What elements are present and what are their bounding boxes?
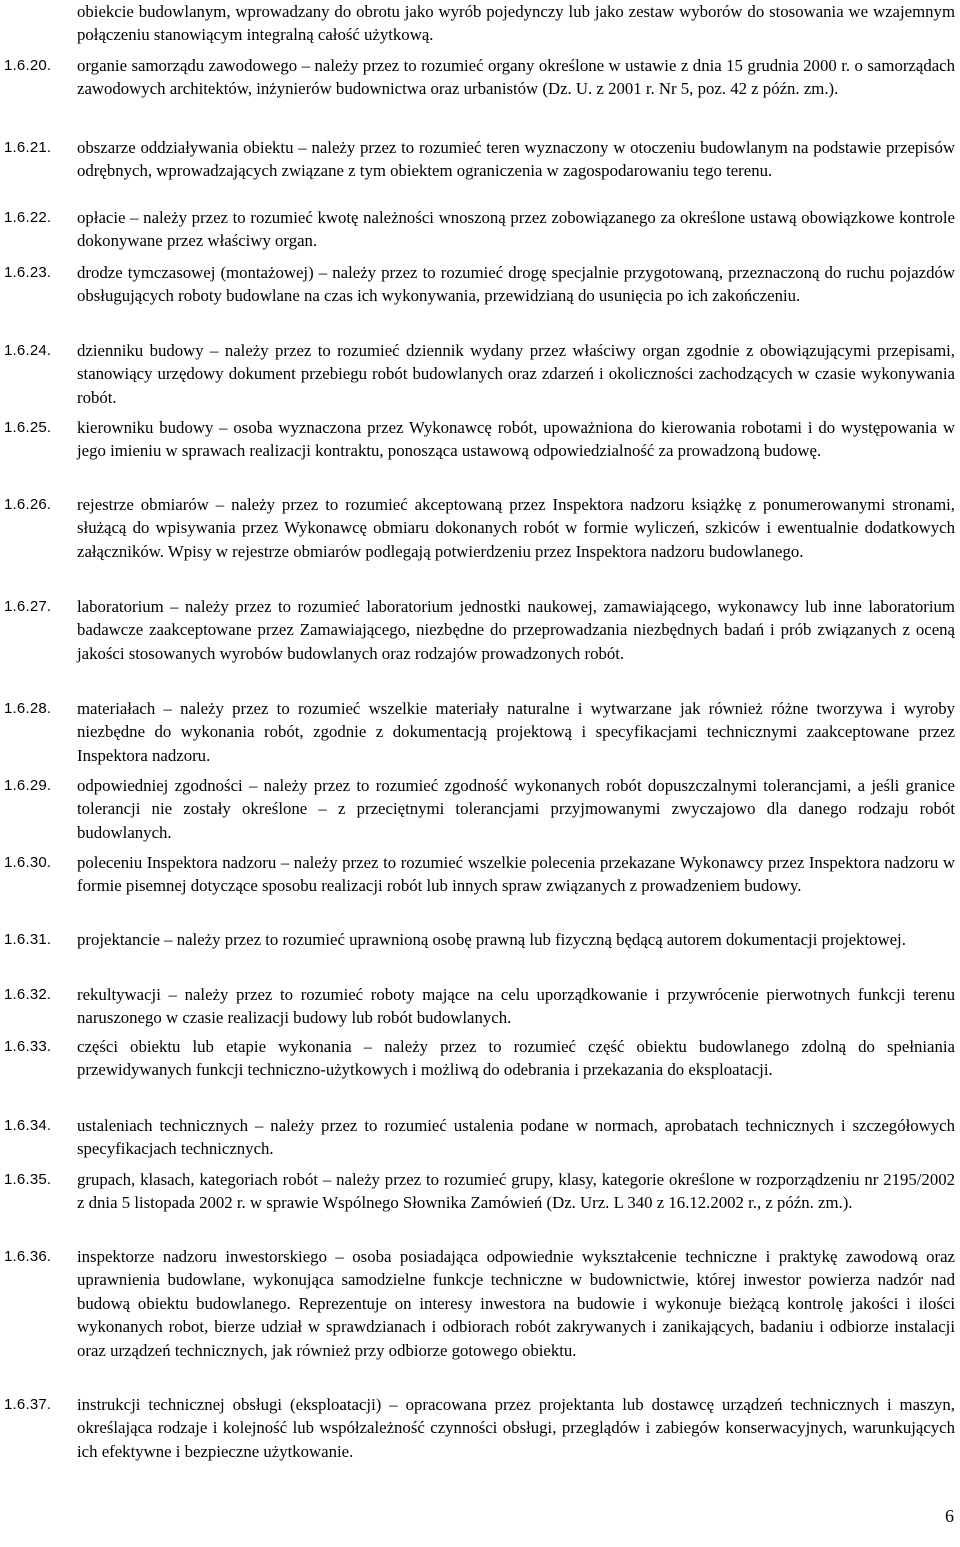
definition-item [0,1393,960,1463]
definition-number: 1.6.24. [4,342,52,359]
definition-text: części obiektu lub etapie wykonania – należy przez to rozumieć część obiektu budowlanego zdolną do spełniania przewidywanych funkcji techniczno-użytkowych i możliwą do odebrania i przekazania do eksploatacji. [77,1037,955,1080]
definition-number: 1.6.23. [4,264,52,281]
definition-number: 1.6.26. [4,496,52,513]
definition-item [0,595,960,665]
definition-number: 1.6.31. [4,931,52,948]
definition-number: 1.6.30. [4,854,52,871]
definition-number: 1.6.25. [4,419,52,436]
definition-item [0,1168,960,1215]
definition-item [0,1035,960,1082]
definition-text: poleceniu Inspektora nadzoru – należy przez to rozumieć wszelkie polecenia przekazane Wykonawcy przez Inspektora nadzoru w formie pisemnej dotyczące sposobu realizacji robót lub innych spraw związanych z prowadzeniem budowy. [77,853,955,896]
definition-text: drodze tymczasowej (montażowej) – należy przez to rozumieć drogę specjalnie przygotowaną, przeznaczoną do ruchu pojazdów obsługujących roboty budowlane na czas ich wykonywania, przewidzianą do usunięcia po ich zakończeniu. [77,263,955,306]
definition-text: dzienniku budowy – należy przez to rozumieć dziennik wydany przez właściwy organ zgodnie z obowiązującymi przepisami, stanowiący urzędowy dokument przebiegu robót budowlanych oraz zdarzeń i okoliczności zachodzących w czasie wykonywania robót. [77,341,955,407]
definition-text: odpowiedniej zgodności – należy przez to rozumieć zgodność wykonanych robót dopuszczalnymi tolerancjami, a jeśli granice tolerancji nie zostały określone – z przeciętnymi tolerancjami przyjmowanymi zwyczajowo dla danego rodzaju robót budowlanych. [77,776,955,842]
definition-text: opłacie – należy przez to rozumieć kwotę należności wnoszoną przez zobowiązanego za określone ustawą obowiązkowe kontrole dokonywane przez właściwy organ. [77,208,955,251]
definition-text: inspektorze nadzoru inwestorskiego – osoba posiadająca odpowiednie wykształcenie techniczne i praktykę zawodową oraz uprawnienia budowlane, wykonująca samodzielne funkcje techniczne w budownictwie, której inwestor powierza nadzór nad budową obiektu budowlanego. Reprezentuje on interesy inwestora na budowie i wykonuje bieżącą kontrolę jakości i ilości wykonanych robot, bierze udział w sprawdzianach i odbiorach robót zakrywanych i zanikających, badaniu i odbiorze instalacji oraz urządzeń technicznych, jak również przy odbiorze gotowego obiektu. [77,1247,955,1360]
definition-number: 1.6.36. [4,1248,52,1265]
definition-text: obiekcie budowlanym, wprowadzany do obrotu jako wyrób pojedynczy lub jako zestaw wyborów do stosowania we wzajemnym połączeniu stanowiącym integralną całość użytkową. [77,2,955,45]
definition-item [0,493,960,563]
definition-number: 1.6.33. [4,1038,52,1055]
definition-number: 1.6.22. [4,209,52,226]
definition-item [0,928,960,951]
definition-number: 1.6.35. [4,1171,52,1188]
definition-item [0,261,960,308]
definition-text: obszarze oddziaływania obiektu – należy przez to rozumieć teren wyznaczony w otoczeniu budowlanym na podstawie przepisów odrębnych, wprowadzających związane z tym obiektem ograniczenia w zagospodarowaniu tego terenu. [77,138,955,181]
definition-number: 1.6.37. [4,1396,52,1413]
definition-item [0,851,960,898]
definition-item [0,983,960,1030]
definition-item [0,54,960,101]
definition-text: rekultywacji – należy przez to rozumieć roboty mające na celu uporządkowanie i przywrócenie pierwotnych funkcji terenu naruszonego w czasie realizacji budowy lub robót budowlanych. [77,985,955,1028]
definition-item [0,774,960,844]
definition-text: projektancie – należy przez to rozumieć uprawnioną osobę prawną lub fizyczną będącą autorem dokumentacji projektowej. [77,930,906,949]
definition-text: materiałach – należy przez to rozumieć wszelkie materiały naturalne i wytwarzane jak również różne tworzywa i wyroby niezbędne do wykonania robót, zgodnie z dokumentacją projektową i specyfikacjami technicznymi zaakceptowane przez Inspektora nadzoru. [77,699,955,765]
definition-number: 1.6.21. [4,139,52,156]
definition-item [0,697,960,767]
definition-item [0,136,960,183]
definition-text: grupach, klasach, kategoriach robót – należy przez to rozumieć grupy, klasy, kategorie określone w rozporządzeniu nr 2195/2002 z dnia 5 listopada 2002 r. w sprawie Wspólnego Słownika Zamówień (Dz. Urz. L 340 z 16.12.2002 r., z późn. zm.). [77,1170,955,1213]
definition-number: 1.6.29. [4,777,52,794]
definition-number: 1.6.32. [4,986,52,1003]
definition-item [0,1114,960,1161]
definition-item [0,206,960,253]
definition-item [0,339,960,409]
definition-text: kierowniku budowy – osoba wyznaczona przez Wykonawcę robót, upoważniona do kierowania robotami i do występowania w jego imieniu w sprawach realizacji kontraktu, ponosząca ustawową odpowiedzialność za prowadzoną budowę. [77,418,955,461]
definition-item [0,1245,960,1362]
definition-text: rejestrze obmiarów – należy przez to rozumieć akceptowaną przez Inspektora nadzoru książkę z ponumerowanymi stronami, służącą do wpisywania przez Wykonawcę obmiaru dokonanych robót w formie wyliczeń, szkiców i ewentualnie dodatkowych załączników. Wpisy w rejestrze obmiarów podlegają potwierdzeniu przez Inspektora nadzoru budowlanego. [77,495,955,561]
definition-item [0,0,960,47]
definition-text: instrukcji technicznej obsługi (eksploatacji) – opracowana przez projektanta lub dostawcę urządzeń technicznych i maszyn, określająca rodzaje i kolejność lub współzależność czynności obsługi, przeglądów i zabiegów konserwacyjnych, warunkujących ich efektywne i bezpieczne użytkowanie. [77,1395,955,1461]
definition-number: 1.6.27. [4,598,52,615]
definition-text: ustaleniach technicznych – należy przez to rozumieć ustalenia podane w normach, aprobatach technicznych i szczegółowych specyfikacjach technicznych. [77,1116,955,1159]
page-number: 6 [945,1506,954,1526]
definition-number: 1.6.28. [4,700,52,717]
definition-text: laboratorium – należy przez to rozumieć laboratorium jednostki naukowej, zamawiającego, wykonawcy lub inne laboratorium badawcze zaakceptowane przez Zamawiającego, niezbędne do przeprowadzania niezbędnych badań i prób związanych z oceną jakości stosowanych wyrobów budowlanych oraz rodzajów prowadzonych robót. [77,597,955,663]
definition-item [0,416,960,463]
definition-number: 1.6.20. [4,57,52,74]
definition-text: organie samorządu zawodowego – należy przez to rozumieć organy określone w ustawie z dnia 15 grudnia 2000 r. o samorządach zawodowych architektów, inżynierów budownictwa oraz urbanistów (Dz. U. z 2001 r. Nr 5, poz. 42 z późn. zm.). [77,56,955,99]
definition-number: 1.6.34. [4,1117,52,1134]
